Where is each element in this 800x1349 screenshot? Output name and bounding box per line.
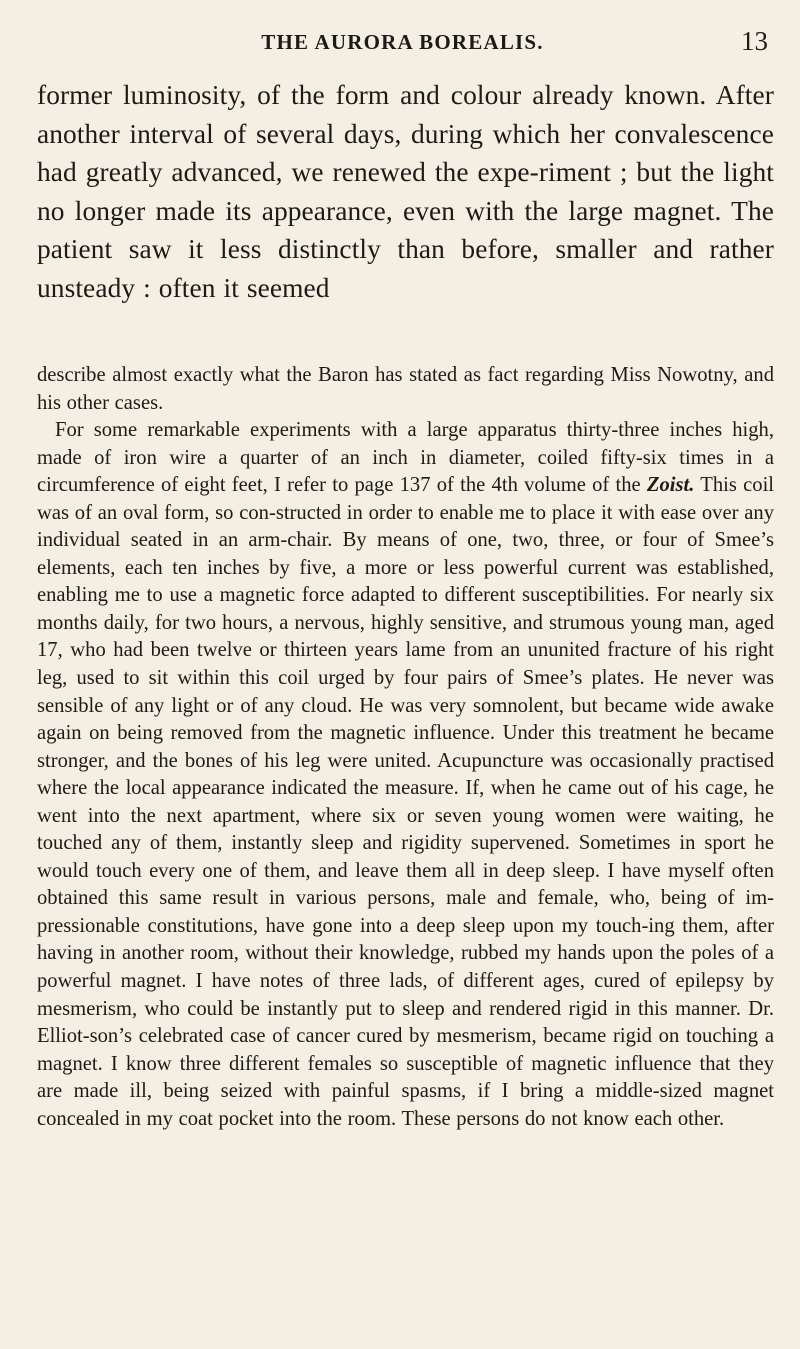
running-head: [37, 26, 768, 56]
footnote-continuation: describe almost exactly what the Baron has stated as fact regarding Miss Nowotny, and his other cases.: [37, 364, 774, 414]
running-title: THE AURORA BOREALIS.: [261, 30, 544, 54]
main-paragraph: former luminosity, of the form and colour already known. After another interval of several days, during which her convalescence had greatly advanced, we renewed the expe-riment ; but the light no longer made its appearance, even with the large magnet. The patient saw it less distinctly than before, smaller and rather unsteady : often it seemed: [37, 80, 774, 303]
footnote: [37, 362, 774, 1133]
footnote-text-after-title: This coil was of an oval form, so con-structed in order to enable me to place it with ease over any individual seated in an arm-chair. By means of one, two, three, or four of Smee’s elements, each ten inches by five, a more or less powerful current was established, enabling me to use a magnetic force adapted to different susceptibilities. For nearly six months daily, for two hours, a nervous, highly sensitive, and strumous young man, aged 17, who had been twelve or thirteen years lame from an ununited fracture of his right leg, used to sit within this coil urged by four pairs of Smee’s plates. He never was sensible of any light or of any cloud. He was very somnolent, but became wide awake again on being removed from the magnetic influence. Under this treatment he became stronger, and the bones of his leg were united. Acupuncture was occasionally practised where the local appearance indicated the measure. If, when he came out of his cage, he went into the next apartment, where six or seven young women were waiting, he touched any of them, instantly sleep and rigidity supervened. Sometimes in sport he would touch every one of them, and leave them all in deep sleep. I have myself often obtained this same result in various persons, male and female, who, being of im-pressionable constitutions, have gone into a deep sleep upon my touch-ing them, after having in another room, without their knowledge, rubbed my hands upon the poles of a powerful magnet. I have notes of three lads, of different ages, cured of epilepsy by mesmerism, who could be instantly put to sleep and rendered rigid in this manner. Dr. Elliot-son’s celebrated case of cancer cured by mesmerism, became rigid on touching a magnet. I know three different females so susceptible of magnetic influence that they are made ill, being seized with painful spasms, if I bring a middle-sized magnet concealed in my coat pocket into the room. These persons do not know each other.: [37, 474, 775, 1130]
journal-title: Zoist.: [646, 474, 695, 497]
footnote-text-before-title: For some remarkable experiments with a large apparatus thirty-three inches high, made of iron wire a quarter of an inch in diameter, coiled fifty-six times in a circumference of eight feet, I refer to page 137 of the 4th volume of the: [37, 419, 774, 497]
page-number: 13: [741, 26, 768, 56]
